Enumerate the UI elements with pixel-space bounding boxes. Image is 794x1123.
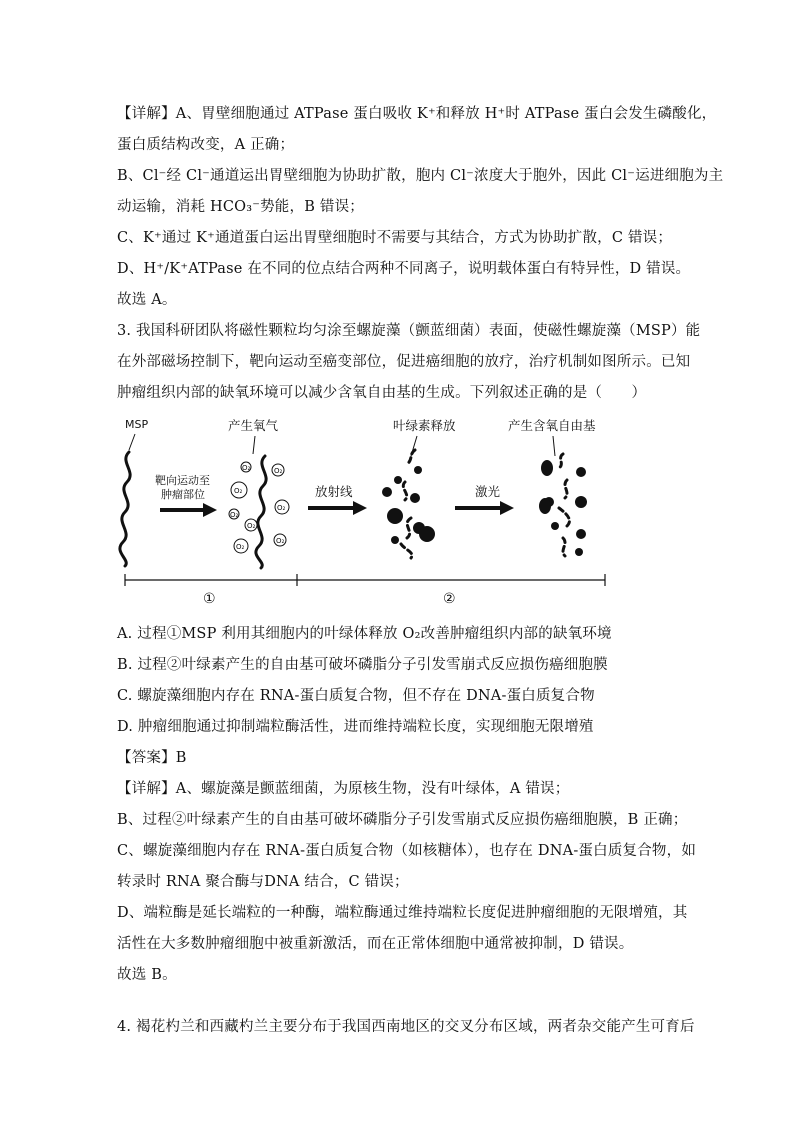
- arrow-label-laser: 激光: [475, 484, 501, 499]
- figure-label-msp: MSP: [125, 418, 149, 431]
- mechanism-figure: [115, 410, 615, 610]
- question-4-line: 4. 褐花杓兰和西藏杓兰主要分布于我国西南地区的交叉分布区域，两者杂交能产生可育后: [117, 1019, 695, 1035]
- o2-label: O₂: [276, 537, 285, 545]
- text-line: 故选 A。: [117, 292, 177, 308]
- explanation-line: D、端粒酶是延长端粒的一种酶，端粒酶通过维持端粒长度促进肿瘤细胞的无限增殖，其: [117, 905, 688, 921]
- explanation-line: 转录时 RNA 聚合酶与DNA 结合，C 错误；: [117, 874, 409, 890]
- answer-line: 【答案】B: [117, 750, 187, 766]
- option-b: B. 过程②叶绿素产生的自由基可破坏磷脂分子引发雪崩式反应损伤癌细胞膜: [117, 657, 608, 673]
- text-line: 【详解】A、胃壁细胞通过 ATPase 蛋白吸收 K⁺和释放 H⁺时 ATPase 蛋白会发生磷酸化，: [117, 106, 717, 122]
- explanation-line: B、过程②叶绿素产生的自由基可破坏磷脂分子引发雪崩式反应损伤癌细胞膜，B 正确；: [117, 812, 688, 828]
- text-line: C、K⁺通过 K⁺通道蛋白运出胃壁细胞时不需要与其结合，方式为协助扩散，C 错误；: [117, 230, 673, 246]
- arrow-target: [160, 503, 217, 517]
- msp-spiral: [120, 452, 130, 566]
- arrow-label-target-2: 肿瘤部位: [161, 488, 205, 501]
- arrow-laser: [455, 501, 514, 515]
- o2-label: O₂: [234, 487, 243, 495]
- stage-label-1: ①: [203, 591, 216, 607]
- question-3-line: 在外部磁场控制下，靶向运动至癌变部位，促进癌细胞的放疗，治疗机制如图所示。已知: [117, 354, 691, 370]
- explanation-line: 活性在大多数肿瘤细胞中被重新激活，而在正常体细胞中通常被抑制，D 错误。: [117, 936, 634, 952]
- question-3-line: 3. 我国科研团队将磁性颗粒均匀涂至螺旋藻（颤蓝细菌）表面，使磁性螺旋藻（MSP）能: [117, 323, 701, 339]
- figure-label-o2: 产生氧气: [228, 418, 279, 433]
- option-d: D. 肿瘤细胞通过抑制端粒酶活性，进而维持端粒长度，实现细胞无限增殖: [117, 719, 594, 735]
- option-a: A. 过程①MSP 利用其细胞内的叶绿体释放 O₂改善肿瘤组织内部的缺氧环境: [117, 626, 612, 642]
- question-3-line: 肿瘤组织内部的缺氧环境可以减少含氧自由基的生成。下列叙述正确的是（ ）: [117, 385, 647, 401]
- text-line: 蛋白质结构改变，A 正确；: [117, 137, 295, 153]
- option-c: C. 螺旋藻细胞内存在 RNA-蛋白质复合物，但不存在 DNA-蛋白质复合物: [117, 688, 595, 704]
- msp-spiral-oxygen: [256, 456, 266, 568]
- o2-label: O₂: [230, 511, 239, 519]
- figure-label-radicals: 产生含氧自由基: [508, 418, 596, 433]
- text-line: D、H⁺/K⁺ATPase 在不同的位点结合两种不同离子，说明载体蛋白有特异性，D 错误。: [117, 261, 691, 277]
- broken-spiral-radicals: [539, 454, 587, 556]
- text-line: B、Cl⁻经 Cl⁻通道运出胃壁细胞为协助扩散，胞内 Cl⁻浓度大于胞外，因此 Cl⁻运进细胞为主: [117, 168, 724, 184]
- oxygen-labels: [230, 464, 286, 551]
- o2-label: O₂: [277, 504, 286, 512]
- o2-label: O₂: [242, 464, 251, 472]
- arrow-radiation: [308, 501, 367, 515]
- broken-spiral-chlorophyll: [382, 450, 435, 558]
- conclusion-line: 故选 B。: [117, 967, 177, 983]
- o2-label: O₂: [236, 543, 245, 551]
- text-line: 动运输，消耗 HCO₃⁻势能，B 错误；: [117, 199, 364, 215]
- o2-label: O₂: [274, 467, 283, 475]
- explanation-line: 【详解】A、螺旋藻是颤蓝细菌，为原核生物，没有叶绿体，A 错误；: [117, 781, 570, 797]
- explanation-line: C、螺旋藻细胞内存在 RNA-蛋白质复合物（如核糖体），也存在 DNA-蛋白质复合物，如: [117, 843, 697, 859]
- figure-label-chlorophyll: 叶绿素释放: [393, 418, 456, 433]
- arrow-label-radiation: 放射线: [315, 484, 353, 499]
- arrow-label-target-1: 靶向运动至: [155, 474, 210, 487]
- o2-label: O₂: [247, 522, 256, 530]
- stage-label-2: ②: [443, 591, 456, 607]
